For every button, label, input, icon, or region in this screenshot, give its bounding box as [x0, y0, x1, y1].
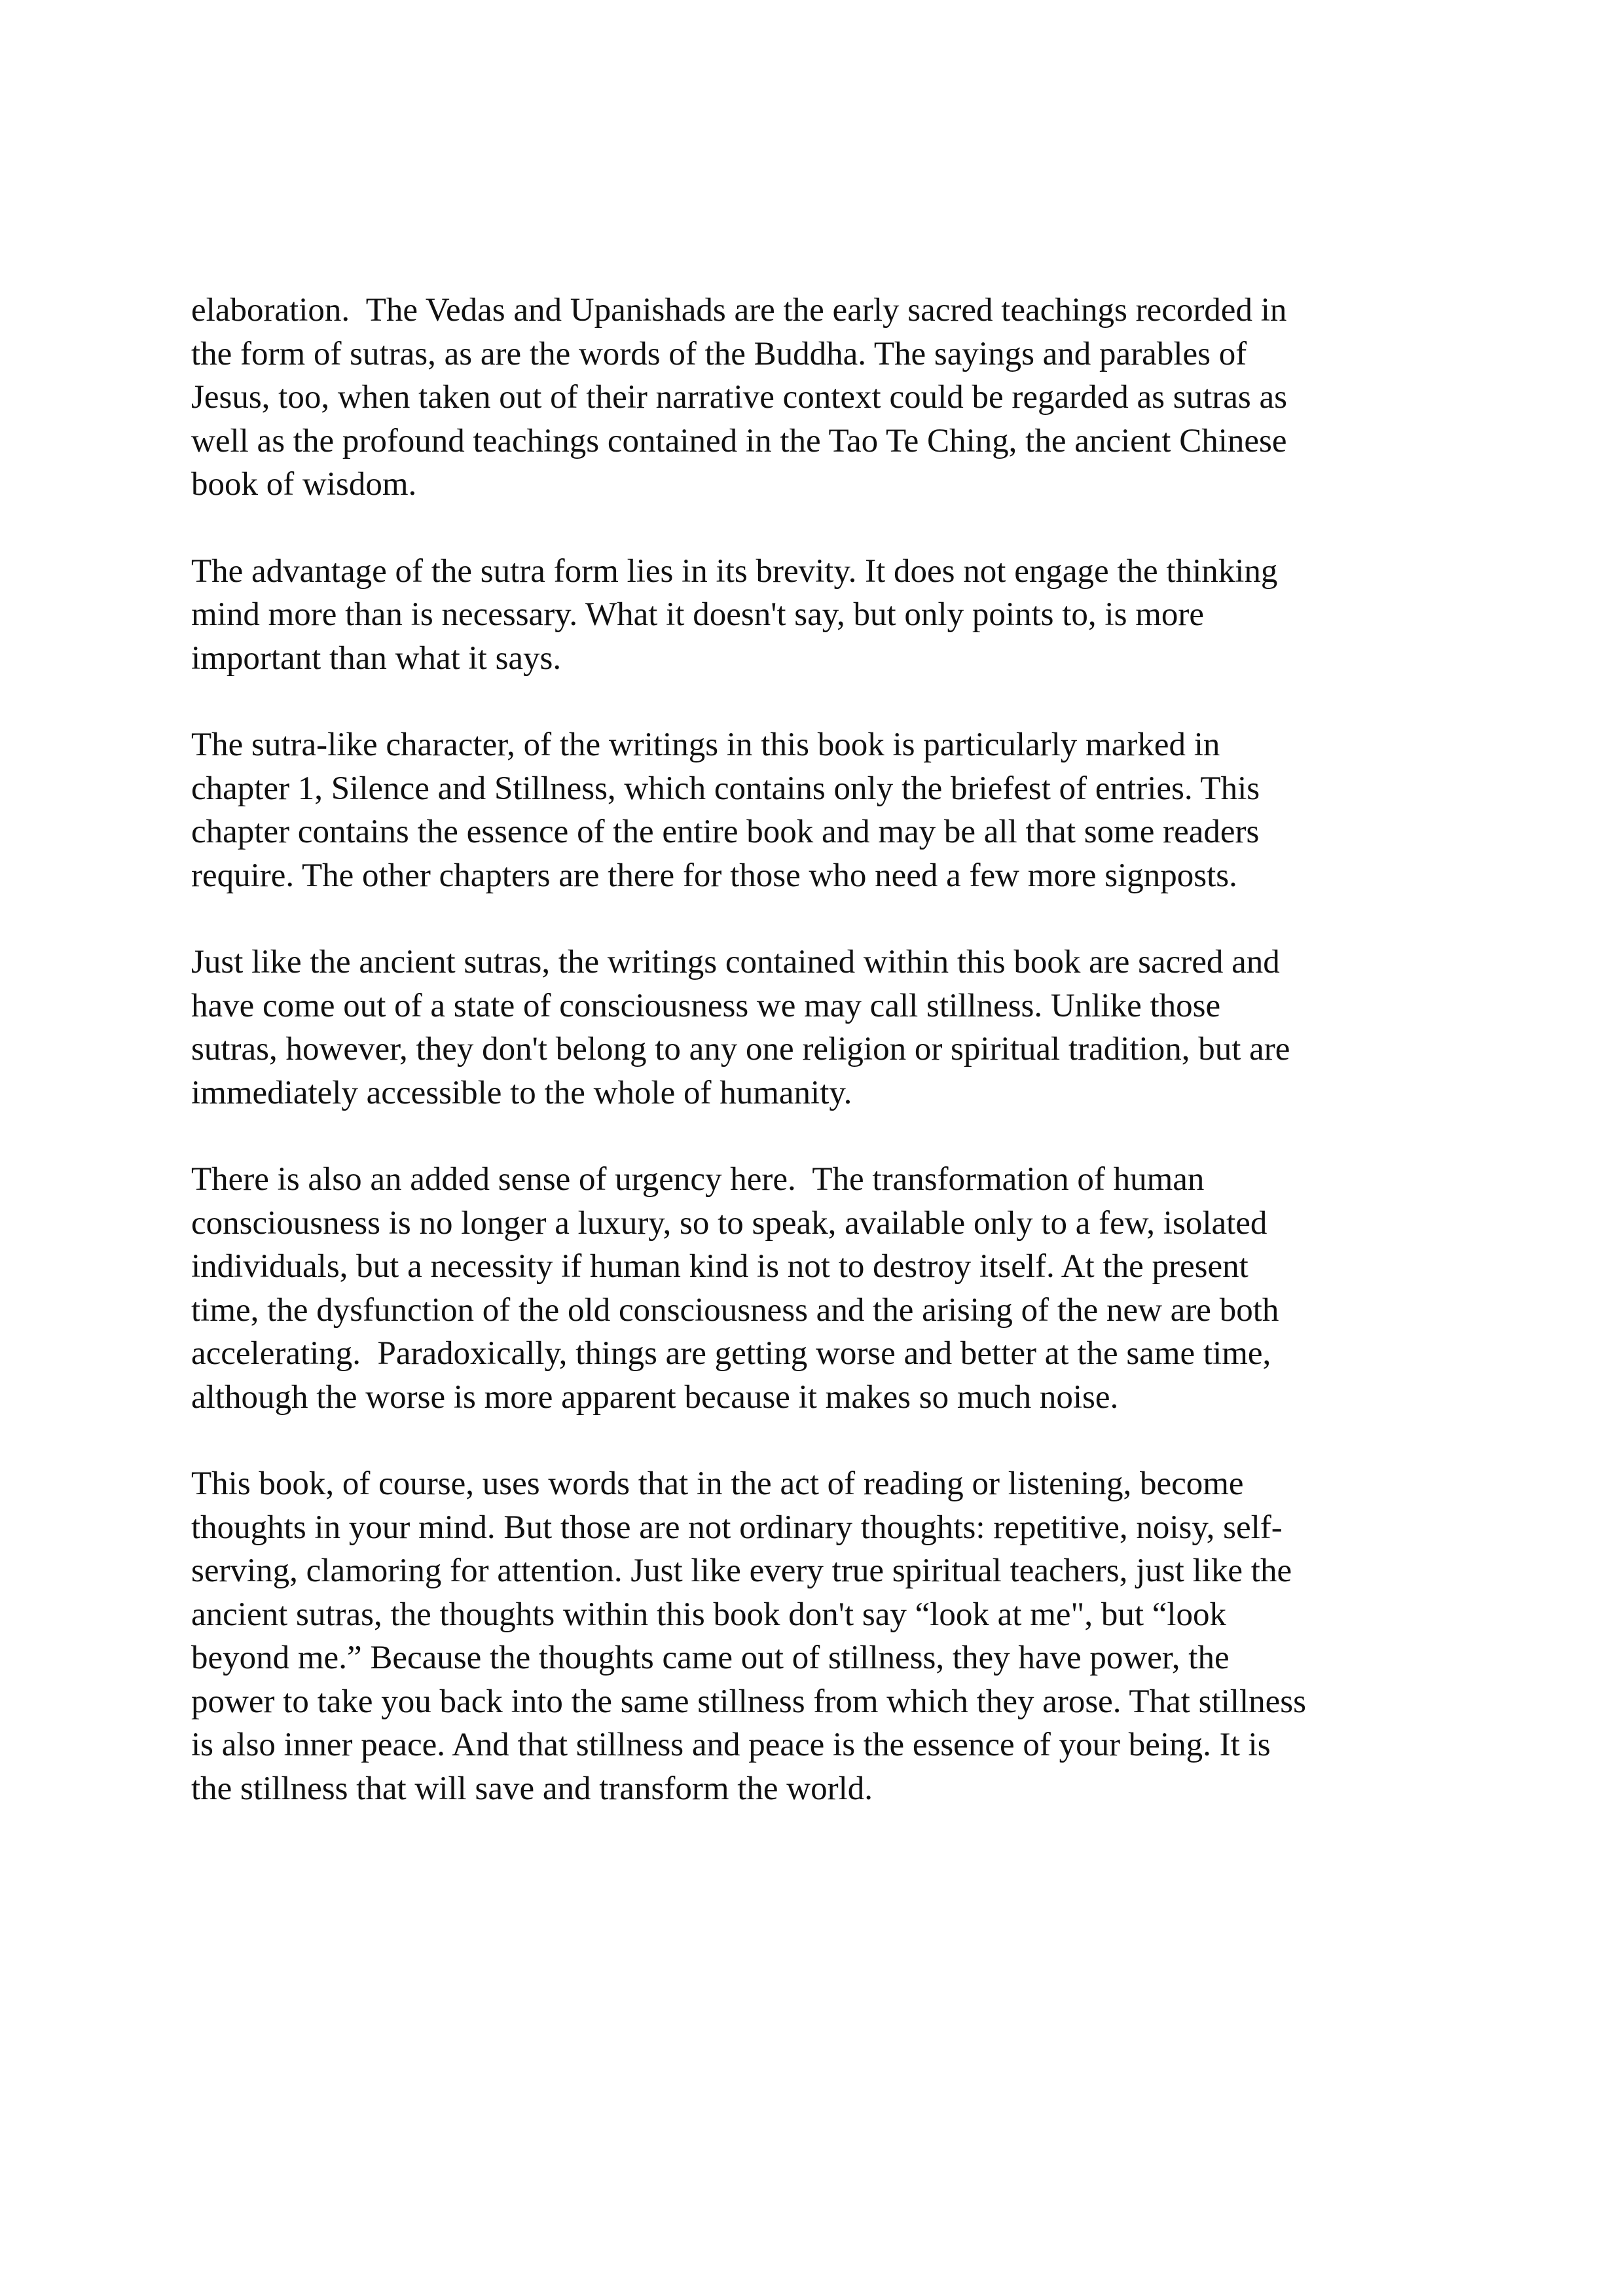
paragraph — [191, 1462, 1494, 1810]
text-line: consciousness is no longer a luxury, so to speak, available only to a few, isolated — [191, 1204, 1267, 1242]
text-line: beyond me.” Because the thoughts came out of stillness, they have power, the — [191, 1640, 1230, 1676]
text-line: have come out of a state of consciousness we may call stillness. Unlike those — [191, 987, 1221, 1024]
paragraph — [191, 723, 1494, 897]
text-line: ancient sutras, the thoughts within this book don't say “look at me", but “look — [191, 1596, 1227, 1633]
text-line: The sutra-like character, of the writings in this book is particularly marked in — [191, 726, 1220, 763]
text-line: although the worse is more apparent because it makes so much noise. — [191, 1378, 1119, 1416]
text-line: The advantage of the sutra form lies in its brevity. It does not engage the thinking — [191, 552, 1278, 590]
text-line: Just like the ancient sutras, the writings contained within this book are sacred and — [191, 944, 1280, 980]
text-line: mind more than is necessary. What it doesn't say, but only points to, is more — [191, 596, 1204, 633]
text-line: serving, clamoring for attention. Just like every true spiritual teachers, just like the — [191, 1552, 1292, 1589]
text-line: book of wisdom. — [191, 466, 417, 503]
text-line: power to take you back into the same stillness from which they arose. That stillness — [191, 1683, 1306, 1720]
text-line: the stillness that will save and transform the world. — [191, 1770, 873, 1807]
text-line: Jesus, too, when taken out of their narrative context could be regarded as sutras as — [191, 379, 1287, 416]
text-line: individuals, but a necessity if human kind is not to destroy itself. At the present — [191, 1248, 1249, 1285]
text-line: chapter 1, Silence and Stillness, which contains only the briefest of entries. This — [191, 770, 1260, 807]
text-line: This book, of course, uses words that in the act of reading or listening, become — [191, 1465, 1244, 1502]
paragraph — [191, 941, 1494, 1115]
text-line: the form of sutras, as are the words of the Buddha. The sayings and parables of — [191, 335, 1247, 372]
text-line: is also inner peace. And that stillness and peace is the essence of your being. It is — [191, 1727, 1271, 1763]
paragraph — [191, 1158, 1494, 1419]
text-line: thoughts in your mind. But those are not ordinary thoughts: repetitive, noisy, self- — [191, 1509, 1283, 1546]
text-line: elaboration. The Vedas and Upanishads are the early sacred teachings recorded in — [191, 292, 1287, 329]
text-line: time, the dysfunction of the old consciousness and the arising of the new are both — [191, 1291, 1279, 1329]
text-line: accelerating. Paradoxically, things are getting worse and better at the same time, — [191, 1335, 1271, 1372]
text-line: important than what it says. — [191, 639, 562, 677]
text-line: There is also an added sense of urgency here. The transformation of human — [191, 1161, 1205, 1198]
text-line: sutras, however, they don't belong to any one religion or spiritual tradition, but are — [191, 1031, 1290, 1067]
text-line: require. The other chapters are there for those who need a few more signposts. — [191, 857, 1237, 894]
paragraph — [191, 550, 1494, 681]
paragraph — [191, 289, 1494, 507]
body-text — [191, 289, 1494, 1854]
text-line: immediately accessible to the whole of humanity. — [191, 1074, 852, 1111]
text-line: well as the profound teachings contained in the Tao Te Ching, the ancient Chinese — [191, 422, 1287, 459]
text-line: chapter contains the essence of the entire book and may be all that some readers — [191, 814, 1260, 850]
